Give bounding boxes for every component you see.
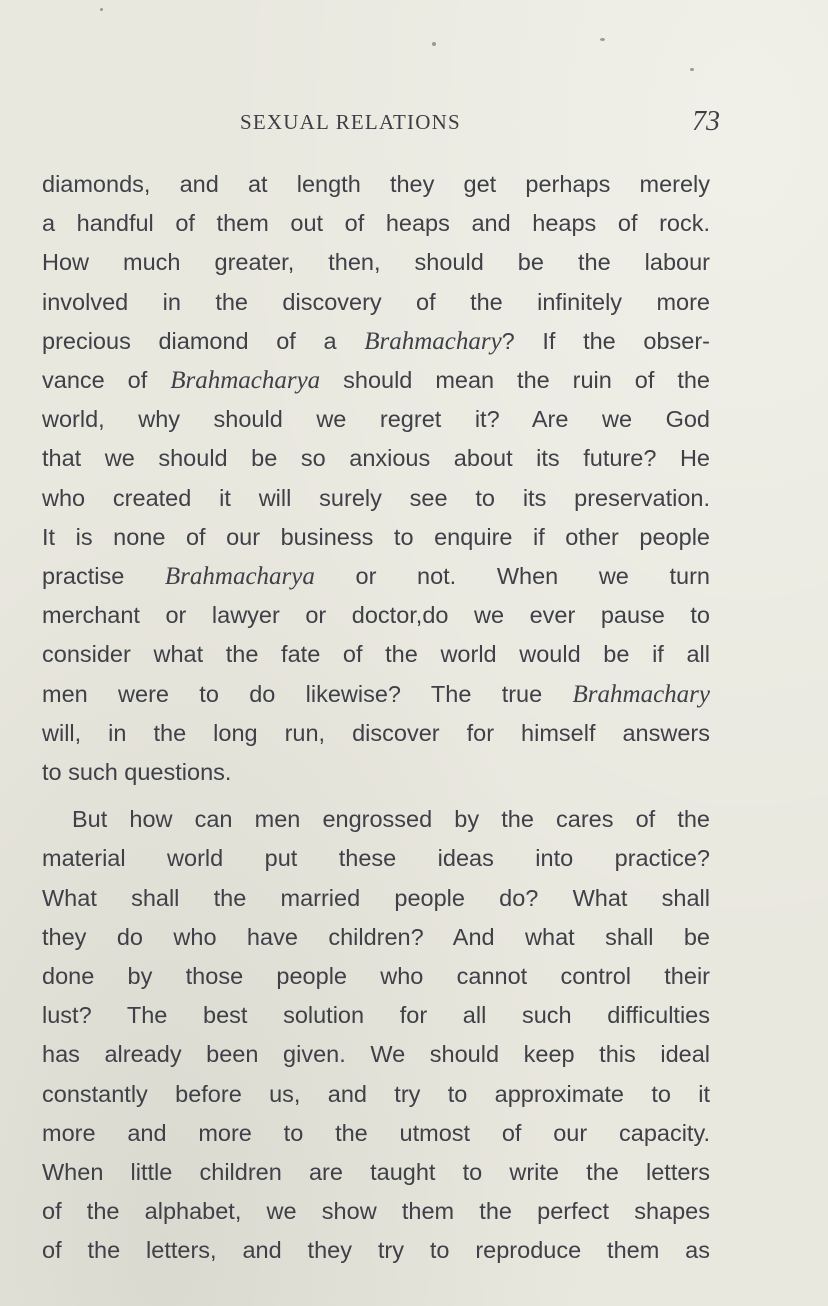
page-number: 73 — [692, 106, 720, 137]
paragraph-2 — [42, 800, 710, 1270]
text-line: It is none of our business to enquire if other people — [42, 523, 710, 550]
body-text — [42, 165, 710, 1271]
text-line: practise Brahmacharya or not. When we turn — [42, 563, 710, 591]
text-line: material world put these ideas into practice? — [42, 845, 710, 872]
paper-speck — [600, 38, 605, 41]
text-line: merchant or lawyer or doctor,do we ever pause to — [42, 602, 710, 629]
running-head: SEXUAL RELATIONS — [240, 110, 461, 134]
text-line: will, in the long run, discover for himself answers — [42, 719, 710, 746]
text-line: done by those people who cannot control their — [42, 963, 710, 990]
paper-speck — [100, 8, 103, 11]
italic-term: Brahmacharya — [164, 563, 315, 591]
text-line: that we should be so anxious about its future? He — [42, 445, 710, 472]
text-line: more and more to the utmost of our capacity. — [42, 1119, 710, 1146]
text-line: How much greater, then, should be the labour — [42, 249, 710, 276]
text-line: involved in the discovery of the infinitely more — [42, 288, 710, 315]
text-line: lust? The best solution for all such difficulties — [42, 1002, 710, 1029]
italic-term: Brahmachary — [572, 680, 710, 708]
text-line: precious diamond of a Brahmachary? If the obser- — [42, 327, 710, 355]
text-line: a handful of them out of heaps and heaps of rock. — [42, 210, 710, 237]
text-line: who created it will surely see to its preservation. — [42, 484, 710, 511]
text-line: world, why should we regret it? Are we God — [42, 406, 710, 433]
paper-speck — [432, 42, 436, 46]
text-line: constantly before us, and try to approximate to it — [42, 1080, 710, 1107]
text-line: has already been given. We should keep this ideal — [42, 1041, 710, 1068]
text-line: vance of Brahmacharya should mean the ruin of the — [42, 367, 710, 395]
italic-term: Brahmacharya — [170, 367, 321, 395]
text-line: diamonds, and at length they get perhaps merely — [42, 171, 710, 197]
text-line: men were to do likewise? The true Brahmachary — [42, 680, 710, 708]
text-line: What shall the married people do? What shall — [42, 884, 710, 911]
text-line: they do who have children? And what shall be — [42, 923, 710, 950]
text-line: of the letters, and they try to reproduce them as — [42, 1237, 710, 1264]
page-header — [40, 106, 720, 146]
text-line: of the alphabet, we show them the perfect shapes — [42, 1198, 710, 1225]
text-line: But how can men engrossed by the cares of the — [72, 806, 710, 833]
text-line: consider what the fate of the world would be if all — [42, 641, 710, 668]
text-line: to such questions. — [42, 759, 232, 786]
text-line: When little children are taught to write the letters — [42, 1159, 710, 1186]
italic-term: Brahmachary — [364, 327, 502, 355]
paragraph-1 — [42, 165, 710, 792]
paper-speck — [690, 68, 694, 71]
